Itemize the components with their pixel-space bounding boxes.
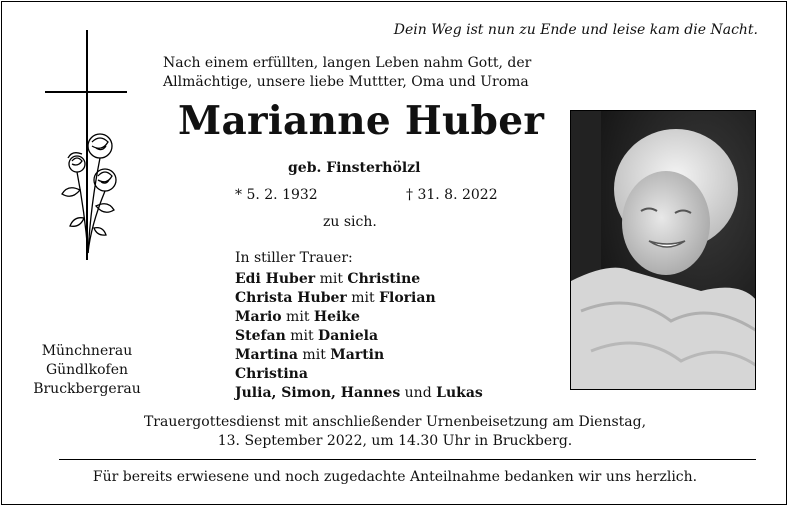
mourner-partner: Heike — [313, 309, 360, 325]
mourner-row — [235, 270, 483, 289]
born-name: geb. Finsterhölzl — [288, 160, 421, 176]
intro-text — [163, 54, 531, 92]
thanks-line: Für bereits erwiesene und noch zugedachte Anteilnahme bedanken wir uns herzlich. — [92, 469, 698, 485]
intro-line: Nach einem erfüllten, langen Leben nahm Gott, der — [163, 55, 532, 71]
mourner-partner: Daniela — [318, 328, 379, 344]
mourner-joiner: und — [400, 385, 437, 401]
service-line: Trauergottesdienst mit anschließender Urnenbeisetzung am Dienstag, — [143, 414, 647, 430]
mourner-partner: Martin — [330, 347, 385, 363]
intro-line: Allmächtige, unsere liebe Muttter, Oma und Uroma — [163, 74, 529, 90]
birth-date: * 5. 2. 1932 — [235, 187, 318, 203]
mourner-row — [235, 308, 483, 327]
mourner-row — [235, 289, 483, 308]
service-info — [0, 413, 790, 451]
mourning-heading: In stiller Trauer: — [235, 250, 353, 266]
service-line: 13. September 2022, um 14.30 Uhr in Bruckberg. — [217, 433, 573, 449]
mourner-joiner: mit — [315, 271, 348, 287]
mourner-joiner: mit — [281, 309, 314, 325]
cross-icon-beam — [45, 91, 127, 93]
roses-icon — [60, 128, 126, 258]
mourner-name: Stefan — [235, 328, 286, 344]
divider — [59, 459, 756, 460]
mourner-partner: Christine — [347, 271, 421, 287]
mourner-partner: Lukas — [436, 385, 483, 401]
places — [33, 342, 141, 399]
motto: Dein Weg ist nun zu Ende und leise kam die Nacht. — [393, 22, 758, 38]
place: Bruckbergerau — [33, 381, 141, 397]
mourner-name: Martina — [235, 347, 298, 363]
mourner-joiner: mit — [297, 347, 331, 363]
mourner-name: Edi Huber — [235, 271, 316, 287]
mourner-joiner: mit — [285, 328, 319, 344]
mourner-name: Christina — [235, 366, 308, 382]
portrait-photo — [570, 110, 756, 390]
mourner-row — [235, 346, 483, 365]
place: Gündlkofen — [45, 362, 129, 378]
mourner-name: Julia, Simon, Hannes — [235, 385, 401, 401]
mourner-row — [235, 365, 483, 384]
death-date: † 31. 8. 2022 — [406, 187, 498, 203]
mourner-name: Christa Huber — [235, 290, 347, 306]
place: Münchnerau — [41, 343, 133, 359]
mourner-partner: Florian — [379, 290, 436, 306]
mourner-row — [235, 327, 483, 346]
closing-phrase: zu sich. — [323, 214, 377, 230]
mourner-row — [235, 384, 483, 403]
mourner-name: Mario — [235, 309, 282, 325]
mourner-list — [235, 270, 483, 403]
deceased-name: Marianne Huber — [178, 98, 545, 144]
mourner-joiner: mit — [346, 290, 380, 306]
